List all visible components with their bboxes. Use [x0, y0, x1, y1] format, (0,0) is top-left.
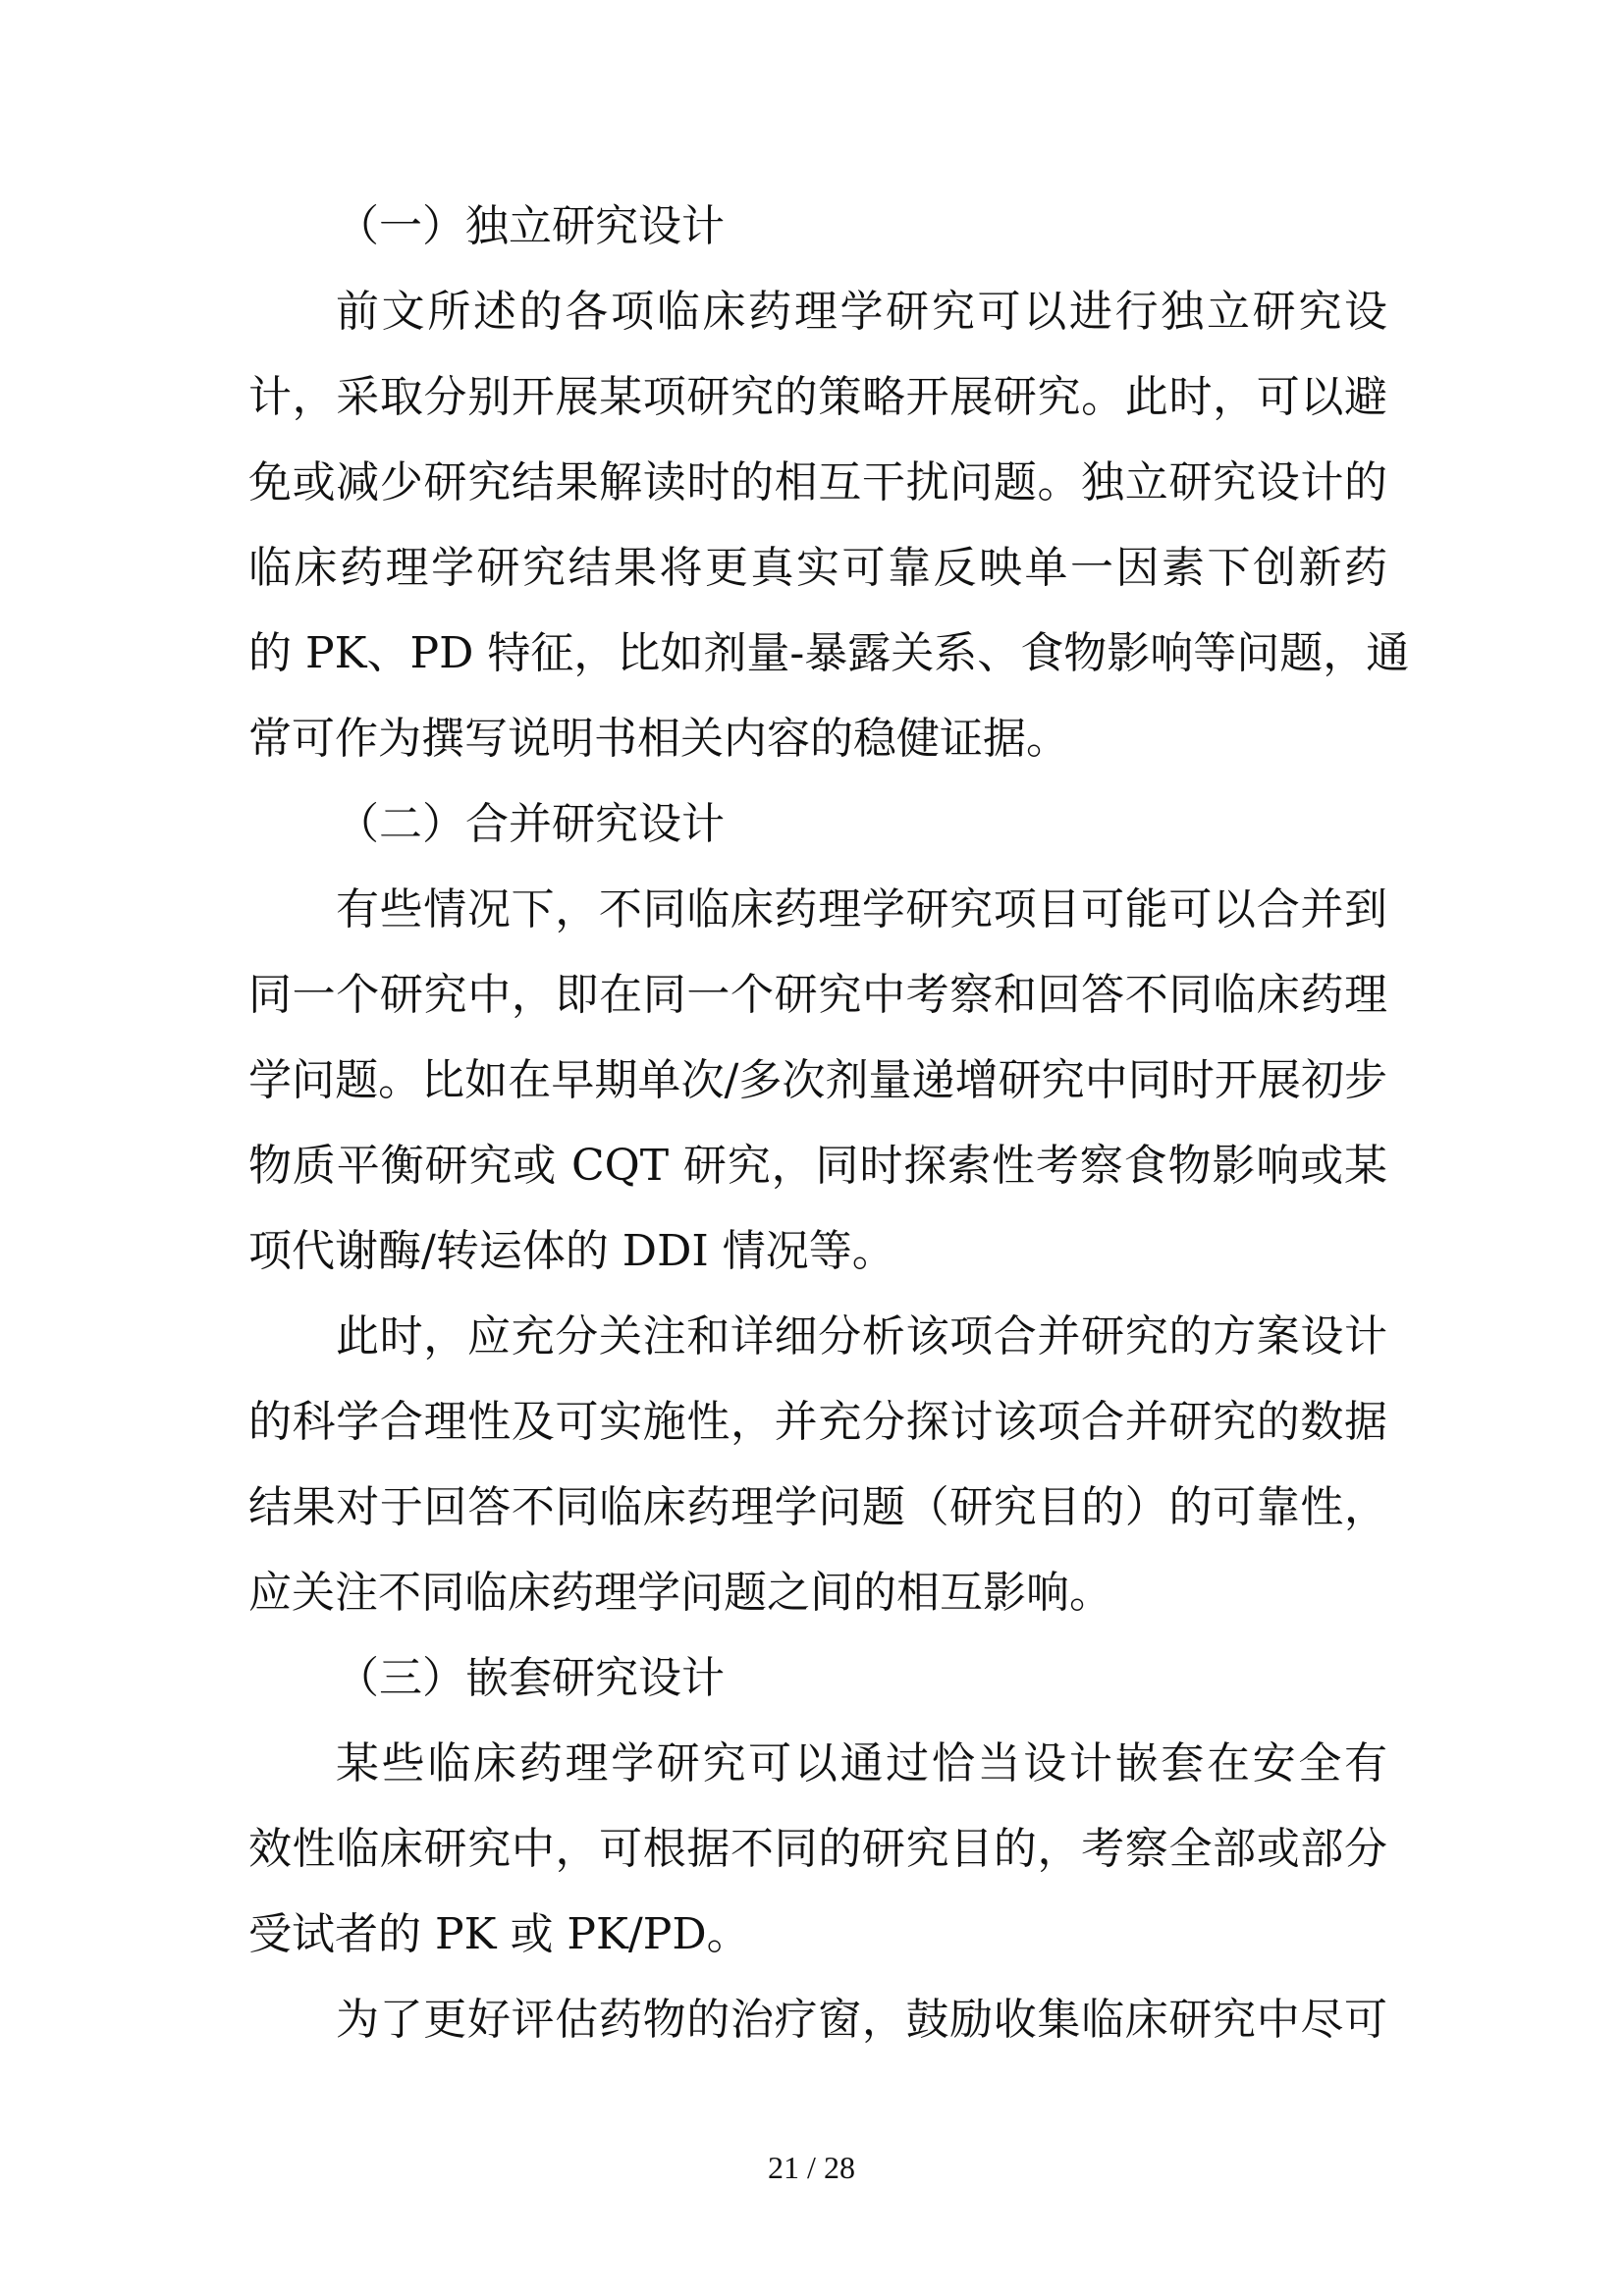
- paragraph-line: 计，采取分别开展某项研究的策略开展研究。此时，可以避: [248, 372, 1387, 422]
- paragraph-line: 此时，应充分关注和详细分析该项合并研究的方案设计: [336, 1311, 1387, 1362]
- paragraph-line: 常可作为撰写说明书相关内容的稳健证据。: [248, 714, 1069, 764]
- paragraph-line: 临床药理学研究结果将更真实可靠反映单一因素下创新药: [248, 543, 1387, 593]
- paragraph-line: 免或减少研究结果解读时的相互干扰问题。独立研究设计的: [248, 457, 1387, 507]
- paragraph-line: 的科学合理性及可实施性，并充分探讨该项合并研究的数据: [248, 1397, 1387, 1447]
- section-heading-independent-design: （一）独立研究设计: [336, 201, 725, 251]
- paragraph-line: 学问题。比如在早期单次/多次剂量递增研究中同时开展初步: [248, 1055, 1387, 1105]
- paragraph-line: 有些情况下，不同临床药理学研究项目可能可以合并到: [336, 884, 1387, 934]
- paragraph-line: 物质平衡研究或 CQT 研究，同时探索性考察食物影响或某: [248, 1141, 1387, 1191]
- section-heading-combined-design: （二）合并研究设计: [336, 799, 725, 849]
- paragraph-line: 结果对于回答不同临床药理学问题（研究目的）的可靠性，: [248, 1482, 1387, 1532]
- paragraph-line: 某些临床药理学研究可以通过恰当设计嵌套在安全有: [336, 1738, 1387, 1789]
- section-heading-nested-design: （三）嵌套研究设计: [336, 1653, 725, 1703]
- paragraph-line: 的 PK、PD 特征，比如剂量-暴露关系、食物影响等问题，通: [248, 628, 1410, 678]
- paragraph-line: 效性临床研究中，可根据不同的研究目的，考察全部或部分: [248, 1824, 1387, 1874]
- paragraph-line: 前文所述的各项临床药理学研究可以进行独立研究设: [336, 287, 1387, 337]
- page-number: 21 / 28: [768, 2150, 855, 2185]
- paragraph-line: 同一个研究中，即在同一个研究中考察和回答不同临床药理: [248, 970, 1387, 1020]
- paragraph-line: 为了更好评估药物的治疗窗，鼓励收集临床研究中尽可: [336, 1995, 1387, 2045]
- paragraph-line: 项代谢酶/转运体的 DDI 情况等。: [248, 1226, 895, 1276]
- paragraph-line: 应关注不同临床药理学问题之间的相互影响。: [248, 1568, 1112, 1618]
- paragraph-line: 受试者的 PK 或 PK/PD。: [248, 1909, 750, 1959]
